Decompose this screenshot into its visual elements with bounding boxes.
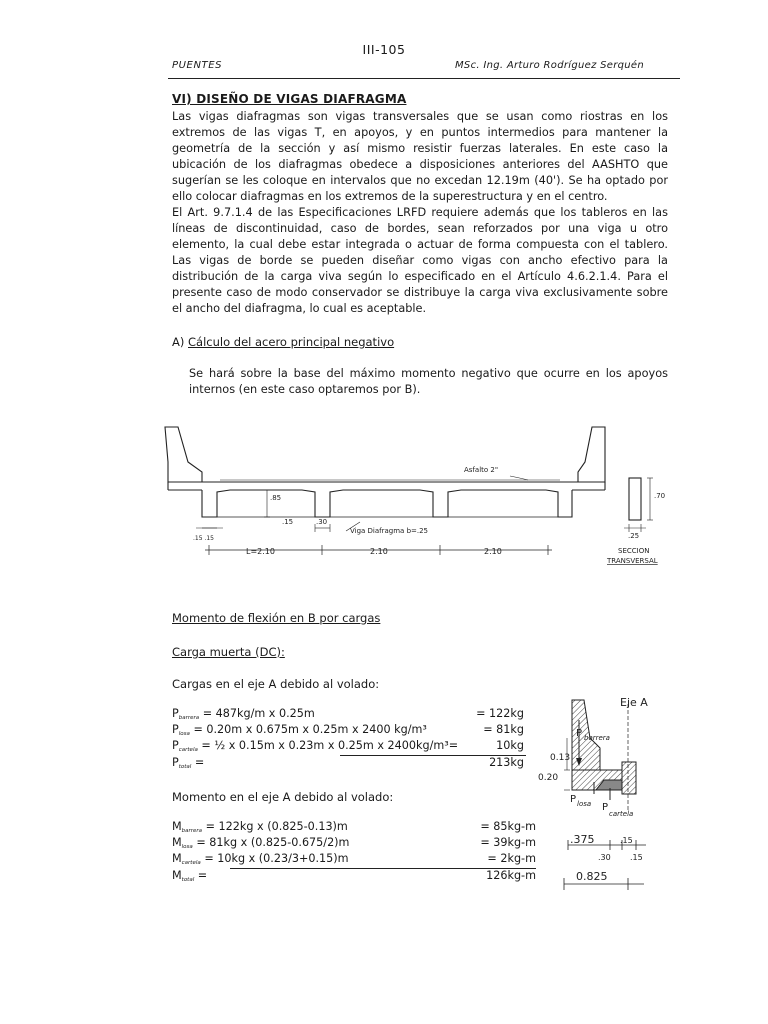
section-title: VI) DISEÑO DE VIGAS DIAFRAGMA: [172, 92, 407, 106]
label-viga-diafragma: Viga Diafragma b=.25: [350, 527, 429, 535]
right-barrier: [578, 427, 605, 482]
label-asfalto: Asfalto 2": [464, 466, 499, 474]
span-3: 2.10: [484, 547, 502, 556]
load-res-cartela: 10kg: [496, 739, 524, 752]
moment-res-losa: = 39kg-m: [480, 836, 536, 849]
cargas-eje-label: Cargas en el eje A debido al volado:: [172, 677, 380, 691]
moment-row-losa: $M_{losa} = 81kg$ x (0.825-0.675/2)m: [172, 836, 350, 850]
dim-left-small: .15 .15: [193, 535, 214, 542]
dim-085: .85: [270, 494, 282, 502]
span-1: L=2.10: [246, 547, 275, 556]
dim-15b: .15: [630, 853, 643, 862]
load-res-total: 213kg: [489, 756, 524, 769]
carga-muerta-label: Carga muerta (DC):: [172, 645, 285, 659]
dim-30: .30: [598, 853, 611, 862]
load-res-losa: = 81kg: [483, 723, 524, 736]
dim-0825: 0.825: [576, 870, 608, 883]
momento-eje-label: Momento en el eje A debido al volado:: [172, 790, 394, 804]
subsection-a-title: Cálculo del acero principal negativo: [188, 335, 395, 349]
label-eje-a: Eje A: [620, 696, 648, 709]
dim-15: .15: [620, 836, 633, 845]
section-body: [172, 109, 668, 317]
header-left: PUENTES: [172, 60, 223, 71]
load-row-losa: $P_{losa} = 0.20m$ x 0.675m x 0.25m x 2400 kg/m³: [172, 723, 427, 737]
load-row-cartela: $P_{cartela}$ = ½ x 0.15m x 0.23m x 0.25m x 2400kg/m³=: [172, 739, 459, 753]
subsection-a-text: Se hará sobre la base del máximo momento negativo que ocurre en los apoyos internos (en este caso optaremos por B).: [189, 367, 668, 396]
dim-020: 0.20: [538, 773, 559, 783]
header-right: MSc. Ing. Arturo Rodríguez Serquén: [455, 60, 644, 71]
dim-070: .70: [654, 492, 666, 500]
moment-res-cartela: = 2kg-m: [487, 852, 536, 865]
web-section: [622, 762, 636, 794]
overhang-detail-drawing: [534, 690, 680, 890]
dim-025: .25: [628, 532, 640, 540]
transversal-label: TRANSVERSAL: [607, 557, 658, 565]
load-row-total: $P_{total}$ =: [172, 756, 205, 770]
label-p-cartela: P: [602, 802, 609, 813]
left-barrier: [165, 427, 202, 482]
header-rule: [168, 78, 680, 79]
label-p-barrera-sub: barrera: [584, 734, 610, 742]
transverse-section-rect: [629, 478, 641, 520]
load-row-barrera: $P_{barrera} = 487kg/m$ x 0.25m: [172, 707, 315, 721]
span-2: 2.10: [370, 547, 388, 556]
dim-375: .375: [570, 833, 595, 846]
moment-row-barrera: $M_{barrera} = 122kg$ x (0.825-0.13)m: [172, 820, 348, 834]
moment-row-total: $M_{total}$ =: [172, 869, 208, 883]
label-p-losa: P: [570, 794, 577, 805]
moment-res-total: 126kg-m: [486, 869, 536, 882]
dim-015: .15: [282, 518, 294, 526]
page-number: III-105: [362, 42, 406, 57]
label-p-losa-sub: losa: [577, 800, 592, 808]
dim-030: .30: [316, 518, 328, 526]
subsection-a-prefix: A): [172, 335, 189, 349]
seccion-label: SECCION: [618, 547, 650, 555]
label-p-barrera: P: [576, 728, 583, 739]
paragraph-1: Las vigas diafragmas son vigas transversales que se usan como riostras en los extremos de las vigas T, en apoyos, y en puntos intermedios para mantener la geometría de la sección y así mismo resistir fuerzas laterales. En este caso la ubicación de los diafragmas obedece a disposiciones anteriores del AASHTO que sugerían se les coloque en intervalos que no excedan 12.19m (40'). Se ha optado por ello colocar diafragmas en los extremos de la superestructura y en el centro.: [172, 110, 668, 203]
moment-res-barrera: = 85kg-m: [480, 820, 536, 833]
paragraph-2: El Art. 9.7.1.4 de las Especificaciones LRFD requiere además que los tableros en las líneas de discontinuidad, caso de bordes, sean reforzados por una viga u otro elemento, la cual debe estar integrada o actuar de forma compuesta con el tablero. Las vigas de borde se pueden diseñar como vigas con ancho efectivo para la distribución de la carga viva según lo especificado en el Artículo 4.6.2.1.4. Para el presente caso de modo conservador se distribuye la carga viva exclusivamente sobre el ancho del diafragma, lo cual es aceptable.: [172, 206, 668, 315]
moment-row-cartela: $M_{cartela} = 10kg$ x (0.23/3+0.15)m: [172, 852, 349, 866]
momento-title: Momento de flexión en B por cargas: [172, 611, 381, 625]
subsection-a-heading: [172, 335, 394, 349]
bridge-section-drawing: [160, 420, 680, 580]
load-res-barrera: = 122kg: [476, 707, 524, 720]
label-p-cartela-sub: cartela: [609, 810, 634, 818]
dim-013: 0.13: [550, 753, 571, 763]
